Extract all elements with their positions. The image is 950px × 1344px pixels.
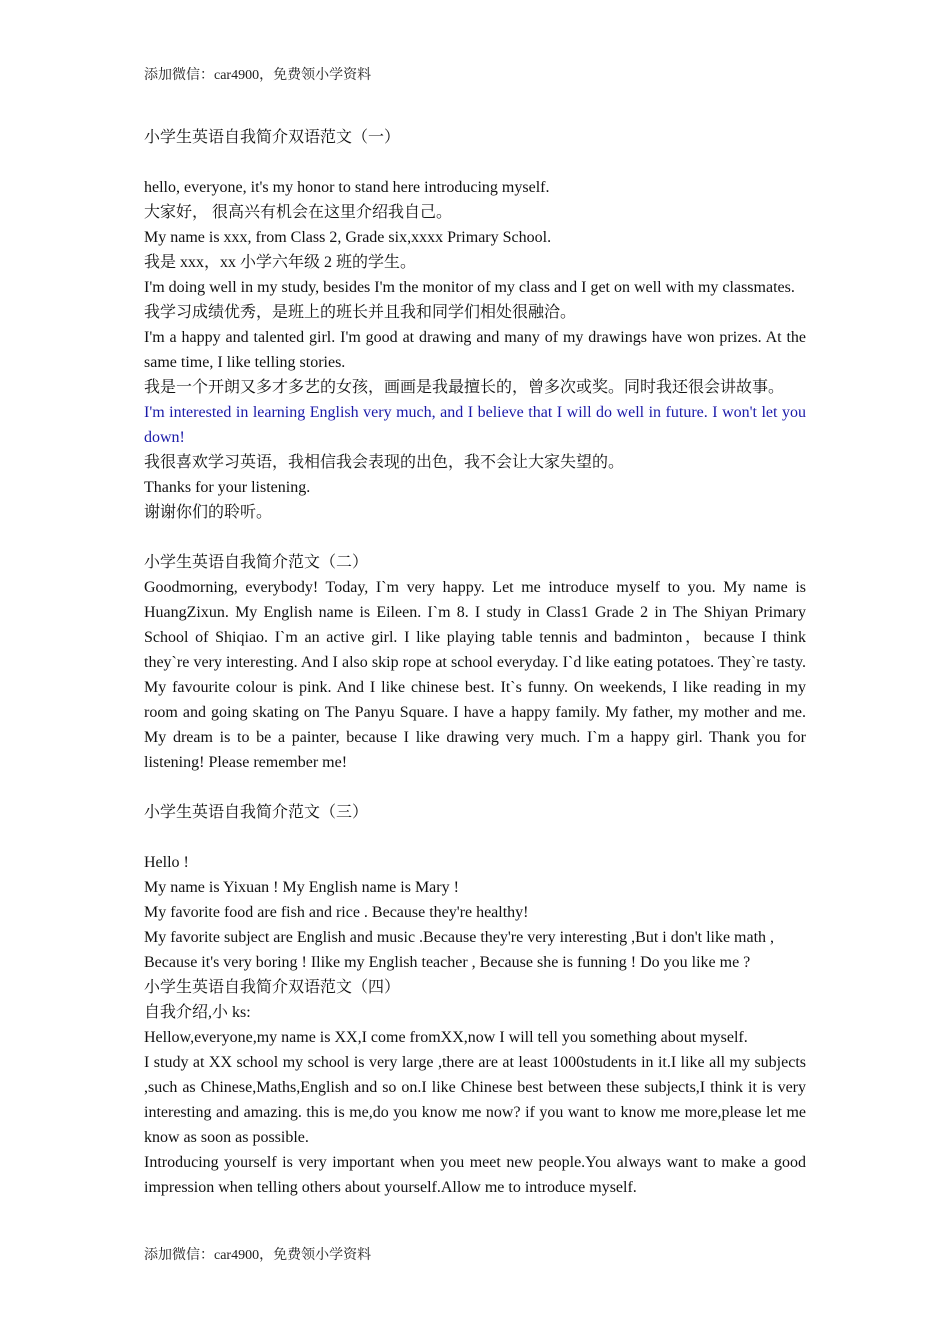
section3-line: My favorite subject are English and music .Because they're very interesting ,But i don't like math , Because it's very boring ! Ilike my English teacher , Because she is funning ! Do you like me ? (144, 929, 775, 971)
section1-line: hello, everyone, it's my honor to stand here introducing myself. (144, 179, 550, 196)
page-footer: 添加微信：car4900，免费领小学资料 (144, 1248, 372, 1263)
section1-line: I'm doing well in my study, besides I'm the monitor of my class and I get on well with my classmates. (144, 279, 795, 296)
section1-title: 小学生英语自我简介双语范文（一） (144, 129, 401, 146)
section4-line: Hellow,everyone,my name is XX,I come fromXX,now I will tell you something about myself. (144, 1029, 748, 1046)
section2-paragraph: Goodmorning, everybody! Today, I`m very happy. Let me introduce myself to you. My name is HuangZixun. My English name is Eileen. I`m 8. I study in Class1 Grade 2 in The Shiyan Primary School of Shiqiao. I`m an active girl. I like playing table tennis and badminton，because I think they`re very interesting. And I also skip rope at school everyday. I`d like eating potatoes. They`re tasty. My favourite colour is pink. And I like chinese best. It`s funny. On weekends, I like reading in my room and going skating on The Panyu Square. I have a happy family. My father, my mother and me. My dream is to be a painter, because I like drawing very much. I`m a happy girl. Thank you for listening! Please remember me! (144, 579, 807, 771)
section4-line: Introducing yourself is very important when you meet new people.You always want to make a good impression when telling others about yourself.Allow me to introduce myself. (144, 1154, 806, 1196)
spacer (144, 825, 806, 850)
section1-line: 我学习成绩优秀，是班上的班长并且我和同学们相处很融洽。 (144, 304, 577, 321)
section1-line: 我是一个开朗又多才多艺的女孩，画画是我最擅长的，曾多次或奖。同时我还很会讲故事。 (144, 379, 785, 396)
spacer (144, 150, 806, 175)
section3-title: 小学生英语自我简介范文（三） (144, 804, 369, 821)
section1-line: 谢谢你们的聆听。 (144, 504, 273, 521)
section3-line: My favorite food are fish and rice . Because they're healthy! (144, 904, 529, 921)
section3-line: My name is Yixuan ! My English name is Mary ! (144, 879, 459, 896)
section4-line: I study at XX school my school is very large ,there are at least 1000students in it.I like all my subjects ,such as Chinese,Maths,English and so on.I like Chinese best between these subjects,I think it is very interesting and amazing. this is me,do you know me now? if you want to know me more,please let me know as soon as possible. (144, 1054, 806, 1146)
spacer (144, 775, 806, 800)
document-body (144, 125, 806, 1200)
section2-title: 小学生英语自我简介范文（二） (144, 554, 369, 571)
section4-line: 自我介绍,小 ks: (144, 1004, 251, 1021)
section1-line: I'm a happy and talented girl. I'm good at drawing and many of my drawings have won prizes. At the same time, I like telling stories. (144, 329, 806, 371)
section1-highlighted-line: I'm interested in learning English very much, and I believe that I will do well in future. I won't let you down! (144, 404, 806, 446)
section3-line: Hello ! (144, 854, 189, 871)
spacer (144, 525, 806, 550)
section1-line: 我是 xxx，xx 小学六年级 2 班的学生。 (144, 254, 417, 271)
section1-line: My name is xxx, from Class 2, Grade six,xxxx Primary School. (144, 229, 552, 246)
page-header: 添加微信：car4900，免费领小学资料 (144, 68, 372, 83)
section1-line: Thanks for your listening. (144, 479, 311, 496)
section4-title: 小学生英语自我简介双语范文（四） (144, 979, 401, 996)
section1-line: 大家好， 很高兴有机会在这里介绍我自己。 (144, 204, 453, 221)
section1-line: 我很喜欢学习英语，我相信我会表现的出色，我不会让大家失望的。 (144, 454, 625, 471)
